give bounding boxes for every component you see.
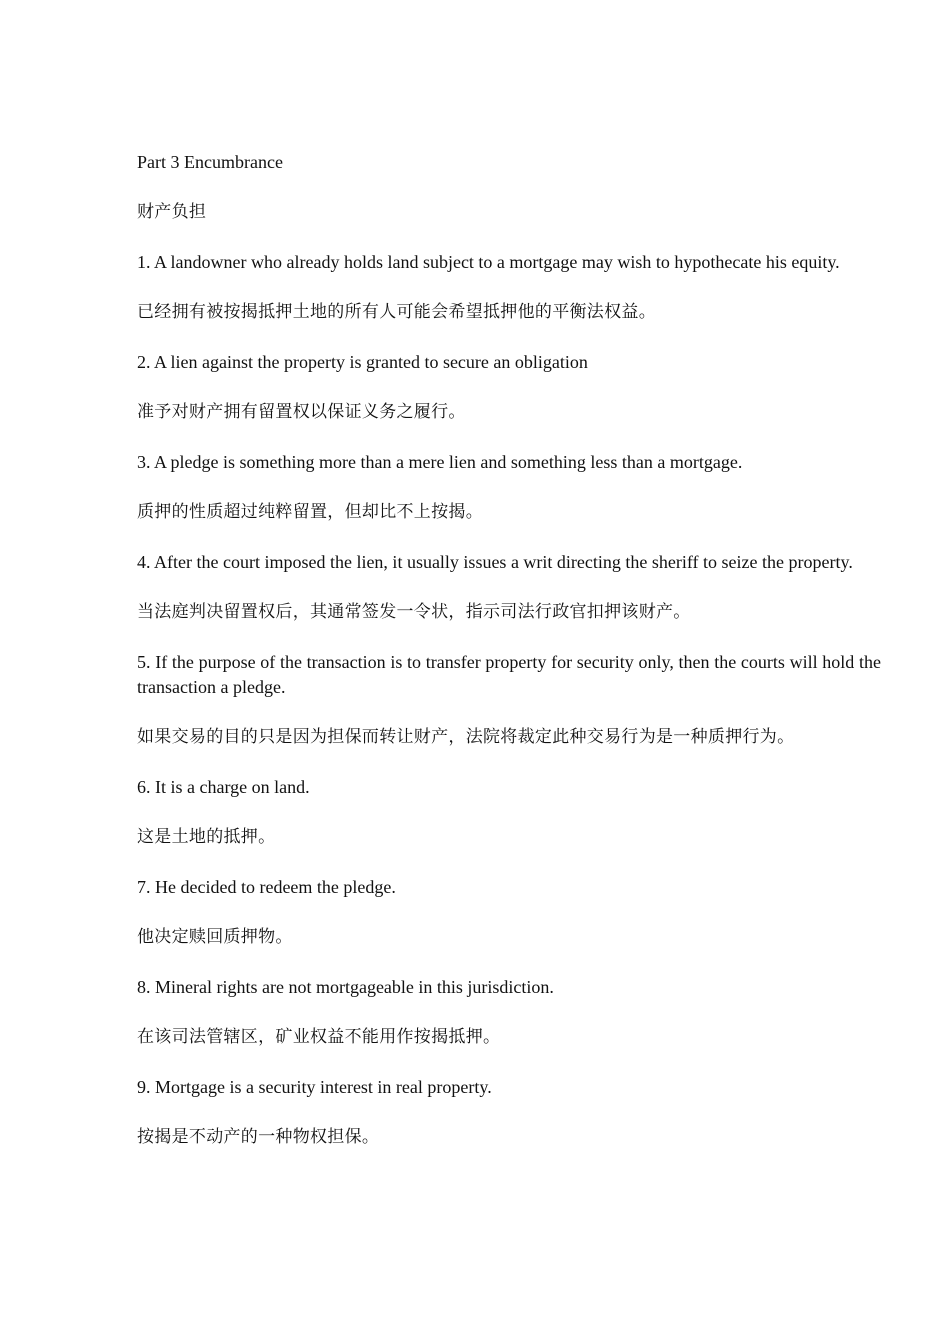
sentence-5-cn: 如果交易的目的只是因为担保而转让财产，法院将裁定此种交易行为是一种质押行为。 (137, 727, 795, 747)
sentence-1-en: 1. A landowner who already holds land subject to a mortgage may wish to hypothecate his equity. (137, 252, 840, 272)
sentence-4-en: 4. After the court imposed the lien, it usually issues a writ directing the sheriff to seize the property. (137, 552, 853, 572)
document-page (137, 150, 881, 1175)
sentence-4-cn: 当法庭判决留置权后，其通常签发一令状，指示司法行政官扣押该财产。 (137, 602, 691, 622)
sentence-6-en: 6. It is a charge on land. (137, 777, 310, 797)
sentence-6-cn: 这是土地的抵押。 (137, 827, 276, 847)
sentence-8-en: 8. Mineral rights are not mortgageable in this jurisdiction. (137, 977, 554, 997)
sentence-1-cn: 已经拥有被按揭抵押土地的所有人可能会希望抵押他的平衡法权益。 (137, 302, 656, 322)
sentence-9-cn: 按揭是不动产的一种物权担保。 (137, 1127, 380, 1147)
sentence-9-en: 9. Mortgage is a security interest in real property. (137, 1077, 492, 1097)
sentence-7-cn: 他决定赎回质押物。 (137, 927, 293, 947)
sentence-3-cn: 质押的性质超过纯粹留置，但却比不上按揭。 (137, 502, 483, 522)
sentence-2-cn: 准予对财产拥有留置权以保证义务之履行。 (137, 402, 466, 422)
section-heading-cn: 财产负担 (137, 202, 207, 222)
section-heading: Part 3 Encumbrance (137, 152, 283, 172)
sentence-5-en: 5. If the purpose of the transaction is to transfer property for security only, then the courts will hold the transaction a pledge. (137, 652, 881, 697)
sentence-3-en: 3. A pledge is something more than a mere lien and something less than a mortgage. (137, 452, 743, 472)
sentence-2-en: 2. A lien against the property is granted to secure an obligation (137, 352, 588, 372)
sentence-7-en: 7. He decided to redeem the pledge. (137, 877, 396, 897)
sentence-8-cn: 在该司法管辖区，矿业权益不能用作按揭抵押。 (137, 1027, 501, 1047)
